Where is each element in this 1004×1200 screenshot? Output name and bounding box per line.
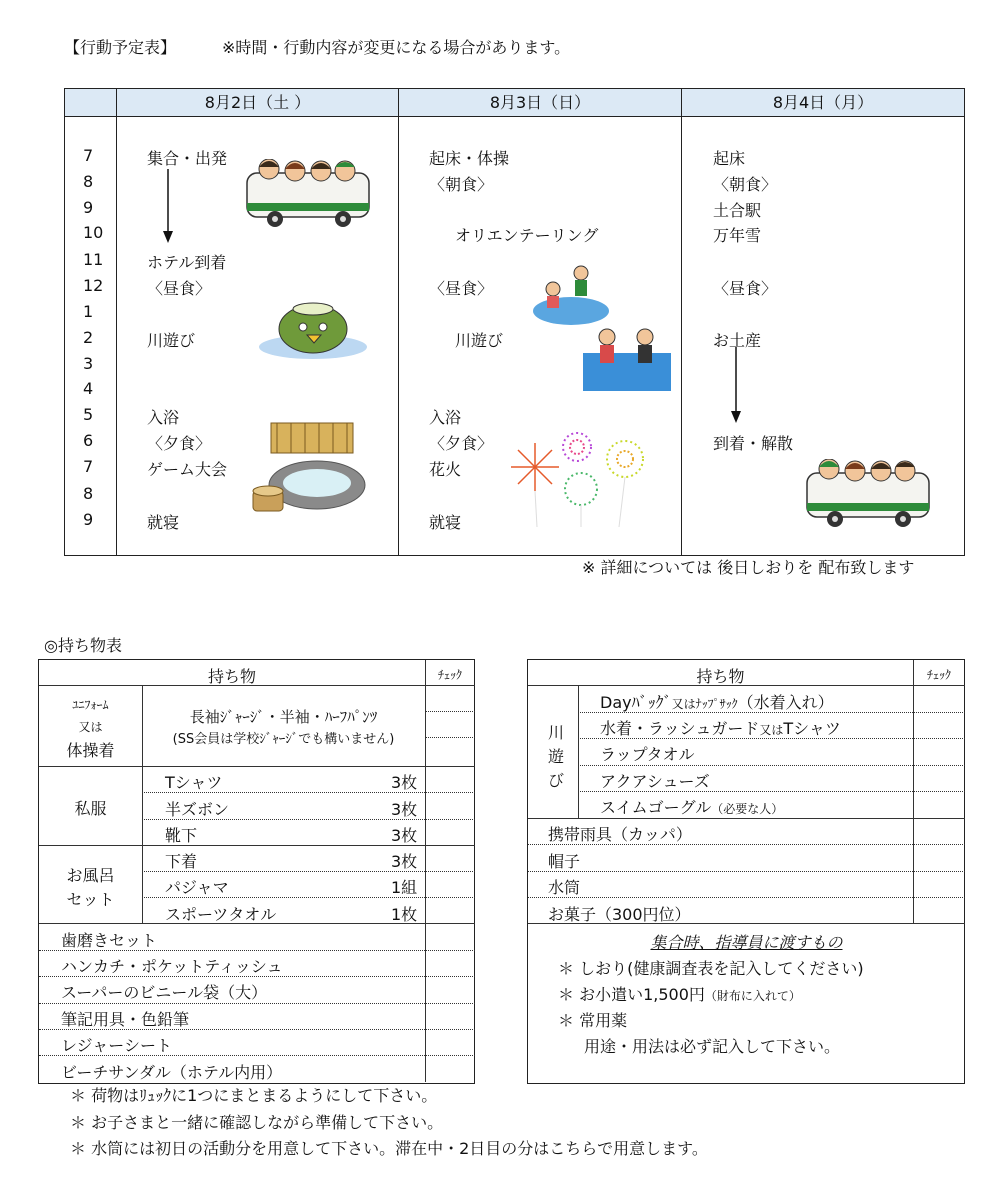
misc-item: 歯磨きセット [61,931,158,950]
divider [681,89,682,555]
hour-label: 1 [83,302,94,321]
item-qty: 1組 [391,878,418,897]
hour-label: 10 [83,223,104,242]
day2-event: 入浴 [429,408,462,427]
divider [578,791,965,792]
divider [142,792,475,793]
divider [398,89,399,555]
river-item: スイムゴーグル（必要な人） [600,798,784,817]
river-item: 水着・ラッシュガード又はTシャツ [600,719,841,738]
misc-item: レジャーシート [61,1036,172,1055]
divider [116,89,117,555]
divider [528,871,965,872]
divider [578,738,965,739]
hour-label: 2 [83,328,94,347]
day2-event: 花火 [429,460,462,479]
divider [528,844,965,845]
day2-event: 〈夕食〉 [429,434,494,453]
other-item: 帽子 [548,852,581,871]
day3-event: 起床 [713,149,746,168]
day3-event: 土合駅 [713,201,762,220]
divider [142,871,475,872]
hour-label: 9 [83,198,94,217]
item-qty: 3枚 [391,800,418,819]
misc-item: スーパーのビニール袋（大） [61,983,268,1002]
kappa-illustration [255,301,367,361]
river-label: 川 [548,723,565,742]
other-item: 水筒 [548,878,581,897]
item-qty: 3枚 [391,852,418,871]
day1-event: 就寝 [147,513,180,532]
handover-title: 集合時、指導員に渡すもの [650,933,843,952]
misc-item: ビーチサンダル（ホテル内用） [61,1063,283,1082]
day2-event: オリエンテーリング [455,226,599,245]
hour-label: 12 [83,276,104,295]
divider [528,818,965,819]
schedule-footnote: ※ 詳細については 後日しおりを 配布致します [582,558,915,577]
day2-event: 起床・体操 [429,149,510,168]
item-name: 靴下 [165,826,198,845]
handover-line: ＊ お小遣い1,500円（財布に入れて） [558,985,801,1004]
uniform-label: 体操着 [66,741,115,760]
item-qty: 1枚 [391,905,418,924]
day1-event: ゲーム大会 [147,460,228,479]
divider [578,685,579,818]
hour-label: 4 [83,379,94,398]
divider [39,1055,475,1056]
other-item: 携帯雨具（カッパ） [548,825,692,844]
schedule-table [64,88,965,556]
day1-event: 〈夕食〉 [147,434,212,453]
day2-event: 川遊び [455,331,504,350]
bus-illustration [805,459,933,531]
day3-event: 〈朝食〉 [713,175,778,194]
day3-event: 到着・解散 [713,434,794,453]
day2-event: 〈昼食〉 [429,279,494,298]
divider [528,923,965,924]
column-header-check: ﾁｪｯｸ [926,668,951,682]
uniform-desc: (SS会員は学校ｼﾞｬｰｼﾞでも構いません) [172,732,395,747]
hour-label: 7 [83,146,94,165]
column-header-item: 持ち物 [696,667,745,686]
day-header-2: 8月3日（日） [489,93,591,112]
divider [142,819,475,820]
column-header-check: ﾁｪｯｸ [437,668,462,682]
arrow-down-icon [729,347,743,425]
packing-note: ＊ 荷物はﾘｭｯｸに1つにまとまるようにして下さい。 [70,1086,438,1105]
items-table-left [38,659,475,1084]
fireworks-illustration [507,429,647,529]
arrow-down-icon [161,169,175,245]
handover-line: 用途・用法は必ず記入して下さい。 [584,1037,841,1056]
hour-label: 3 [83,354,94,373]
day1-event: ホテル到着 [147,253,227,272]
uniform-label: 又は [78,720,103,734]
river-label: 遊 [548,747,565,766]
bath-label: お風呂 [66,866,115,885]
packing-note: ＊ お子さまと一緒に確認しながら準備して下さい。 [70,1113,444,1132]
day-header-3: 8月4日（月） [772,93,874,112]
water-play-illustration [583,325,671,391]
hour-label: 8 [83,172,94,191]
divider [528,685,965,686]
items-table-right [527,659,965,1084]
hour-label: 5 [83,405,94,424]
packing-note: ＊ 水筒には初日の活動分を用意して下さい。滞在中・2日目の分はこちらで用意します。 [70,1139,708,1158]
bath-label: セット [66,890,115,909]
uniform-label: ﾕﾆﾌｫｰﾑ [72,698,109,712]
hour-label: 9 [83,510,94,529]
divider [528,897,965,898]
schedule-note: ※時間・行動内容が変更になる場合があります。 [222,38,571,57]
divider [425,711,475,712]
day1-event: 集合・出発 [147,149,228,168]
river-item: ラップタオル [600,745,695,764]
divider [39,766,475,767]
day3-event: 〈昼食〉 [713,279,778,298]
divider [425,737,475,738]
river-item: Dayﾊﾞｯｸﾞ又はﾅｯﾌﾟｻｯｸ（水着入れ） [600,693,834,712]
day1-event: 〈昼食〉 [147,279,212,298]
hour-label: 7 [83,457,94,476]
river-label: び [548,771,565,790]
hour-label: 8 [83,484,94,503]
schedule-title: 【行動予定表】 [64,38,177,57]
clothes-label: 私服 [74,799,107,818]
day2-event: 〈朝食〉 [429,175,494,194]
divider [39,1003,475,1004]
uniform-desc: 長袖ｼﾞｬｰｼﾞ・半袖・ﾊｰﾌﾊﾟﾝﾂ [189,708,378,726]
day3-event: お土産 [713,331,762,350]
day1-event: 川遊び [147,331,196,350]
item-name: Tシャツ [165,773,223,792]
item-qty: 3枚 [391,826,418,845]
items-section-title: ◎持ち物表 [44,636,122,655]
water-play-illustration [531,265,611,327]
divider [39,845,475,846]
item-name: 下着 [165,852,198,871]
divider [578,765,965,766]
divider [39,976,475,977]
misc-item: ハンカチ・ポケットティッシュ [61,957,283,976]
day2-event: 就寝 [429,513,462,532]
divider [39,923,475,924]
other-item: お菓子（300円位） [548,905,691,924]
column-header-item: 持ち物 [207,667,256,686]
item-name: 半ズボン [165,800,230,819]
item-name: スポーツタオル [165,905,277,924]
divider [142,897,475,898]
day3-event: 万年雪 [713,226,762,245]
item-name: パジャマ [165,878,229,897]
divider [39,950,475,951]
handover-line: ＊ しおり(健康調査表を記入してください) [558,959,864,978]
item-qty: 3枚 [391,773,418,792]
day-header-1: 8月2日（土 ） [204,93,311,112]
divider [578,712,965,713]
divider [39,685,475,686]
hour-label: 11 [83,250,104,269]
onsen-illustration [247,419,367,519]
divider [39,1029,475,1030]
misc-item: 筆記用具・色鉛筆 [61,1010,190,1029]
day1-event: 入浴 [147,408,180,427]
handover-line: ＊ 常用薬 [558,1011,628,1030]
hour-label: 6 [83,431,94,450]
bus-illustration [245,159,373,231]
river-item: アクアシューズ [600,772,710,791]
